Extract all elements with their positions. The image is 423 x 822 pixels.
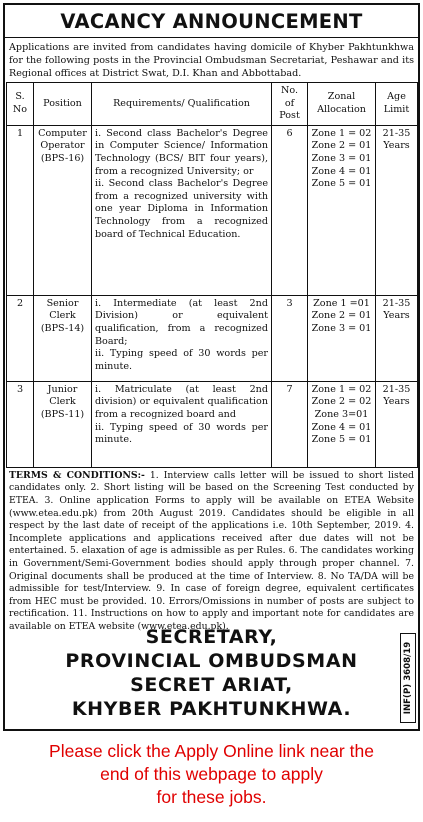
intro-paragraph: Applications are invited from candidates having domicile of Khyber Pakhtunkhwa for the following posts in the Provincial Ombudsman Secretariat, Peshawar and its Regional offices at District Swat, D.I. Khan and Abbottabad. bbox=[9, 42, 414, 79]
row-age: 21-35 Years bbox=[376, 295, 418, 381]
row-position bbox=[34, 295, 92, 381]
position-scale: (BPS-14) bbox=[40, 322, 85, 334]
zone-line: Zone 5 = 01 bbox=[311, 178, 372, 190]
row-zones bbox=[308, 381, 376, 467]
position-scale: (BPS-11) bbox=[40, 408, 85, 420]
zone-line: Zone 2 = 01 bbox=[311, 140, 372, 152]
position-scale: (BPS-16) bbox=[40, 152, 85, 164]
requirement-2: ii. Typing speed of 30 words per minute. bbox=[95, 348, 268, 372]
header-requirements: Requirements/ Qualification bbox=[92, 83, 272, 126]
signature-line: PROVINCIAL OMBUDSMAN bbox=[65, 650, 358, 672]
notice-line: end of this webpage to apply bbox=[100, 764, 323, 784]
row-sno: 3 bbox=[7, 381, 34, 467]
zone-line: Zone 4 = 01 bbox=[311, 165, 372, 177]
header-posts: No. of Post bbox=[272, 83, 308, 126]
position-name: Junior Clerk bbox=[47, 383, 78, 408]
header-position: Position bbox=[34, 83, 92, 126]
table-row bbox=[7, 125, 418, 295]
page-title: VACANCY ANNOUNCEMENT bbox=[5, 5, 418, 38]
zone-line: Zone 5 = 01 bbox=[311, 434, 372, 446]
position-name: Computer Operator bbox=[38, 127, 87, 152]
notice-line: Please click the Apply Online link near the bbox=[49, 741, 374, 761]
zone-line: Zone 1 =01 bbox=[313, 297, 370, 309]
signature-line: SECRET ARIAT, bbox=[130, 674, 293, 696]
row-requirements bbox=[92, 381, 272, 467]
row-age: 21-35 Years bbox=[376, 381, 418, 467]
zone-line: Zone 2 = 02 bbox=[311, 396, 372, 408]
zone-line: Zone 3 = 01 bbox=[311, 152, 372, 164]
zone-line: Zone 4 = 01 bbox=[311, 421, 372, 433]
header-zonal: Zonal Allocation bbox=[308, 83, 376, 126]
zone-line: Zone 1 = 02 bbox=[311, 127, 372, 139]
row-posts: 7 bbox=[272, 381, 308, 467]
header-age: Age Limit bbox=[376, 83, 418, 126]
header-sno: S. No bbox=[7, 83, 34, 126]
vacancy-table bbox=[6, 82, 418, 468]
requirement-1: i. Intermediate (at least 2nd Division) or equivalent qualification, from a recognized Board; bbox=[95, 297, 268, 347]
inf-code: INF(P) 3608/19 bbox=[403, 641, 414, 715]
zone-line: Zone 2 = 01 bbox=[311, 310, 372, 322]
row-zones bbox=[308, 295, 376, 381]
vacancy-advertisement bbox=[3, 3, 420, 731]
zone-line: Zone 3=01 bbox=[314, 408, 369, 420]
signature-line: SECRETARY, bbox=[145, 626, 278, 648]
requirement-2: ii. Second class Bachelor's Degree from a recognized university with one year Diploma in Information Technology from a recognized board of Technical Education. bbox=[95, 178, 268, 240]
terms-text: 1. Interview calls letter will be issued to short listed candidates only. 2. Short listing will be based on the Screening Test conducted by ETEA. 3. Online application Forms to apply will be available on ETEA Website (www.etea.edu.pk) from 20th August 2019. Candidates should be eligible in all respect by the last date of receipt of the applications i.e. 10th September, 2019. 4. Incomplete applications and applications received after due dates will not be entertained. 5. elaxation of age is admissible as per Rules. 6. The candidates working in Government/Semi-Government bodies should apply through proper channel. 7. Original documents shall be produced at the time of Interview. 8. No TA/DA will be admissible for test/Interview. 9. In case of foreign degree, equivalent certificates from HEC must be provided. 10. Errors/Omissions in number of posts are subject to rectification. 11. Instructions on how to apply and important note for candidates are available on ETEA website (www.etea.edu.pk). bbox=[9, 469, 414, 632]
requirement-1: i. Matriculate (at least 2nd division) or equivalent qualification from a recognized board and bbox=[95, 383, 268, 420]
row-requirements bbox=[92, 125, 272, 295]
notice-line: for these jobs. bbox=[156, 787, 267, 807]
apply-online-notice bbox=[0, 740, 423, 809]
signature-line: KHYBER PAKHTUNKHWA. bbox=[71, 698, 352, 720]
position-name: Senior Clerk bbox=[46, 297, 79, 322]
inf-code-box bbox=[400, 633, 416, 723]
row-position bbox=[34, 125, 92, 295]
signature-block bbox=[5, 625, 418, 721]
table-header-row bbox=[7, 83, 418, 126]
row-posts: 6 bbox=[272, 125, 308, 295]
terms-heading: TERMS & CONDITIONS:- bbox=[9, 469, 145, 481]
requirement-2: ii. Typing speed of 30 words per minute. bbox=[95, 421, 268, 446]
table-row bbox=[7, 381, 418, 467]
zone-line: Zone 1 = 02 bbox=[311, 383, 372, 395]
table-row bbox=[7, 295, 418, 381]
row-sno: 2 bbox=[7, 295, 34, 381]
terms-and-conditions bbox=[5, 468, 418, 636]
row-posts: 3 bbox=[272, 295, 308, 381]
row-position bbox=[34, 381, 92, 467]
requirement-1: i. Second class Bachelor's Degree in Computer Science/ Information Technology (BCS/ BIT four years), from a recognized University; or bbox=[95, 127, 268, 177]
row-age: 21-35 Years bbox=[376, 125, 418, 295]
row-zones bbox=[308, 125, 376, 295]
row-sno: 1 bbox=[7, 125, 34, 295]
zone-line: Zone 3 = 01 bbox=[311, 322, 372, 334]
row-requirements bbox=[92, 295, 272, 381]
